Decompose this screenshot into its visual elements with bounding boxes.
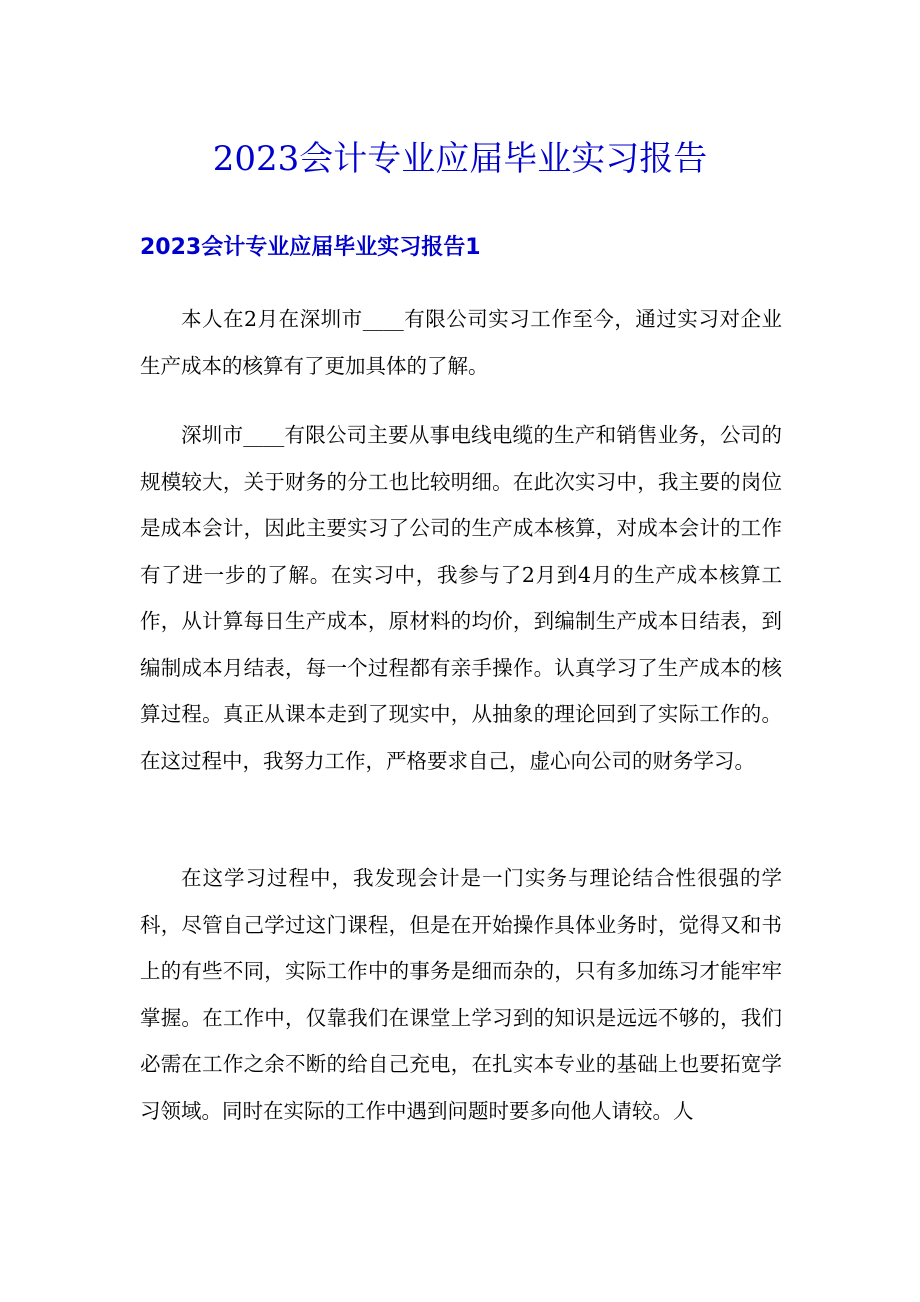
body-paragraph: 本人在2月在深圳市____有限公司实习工作至今，通过实习对企业生产成本的核算有了更加具体的了解。 — [140, 307, 782, 378]
section-heading: 2023会计专业应届毕业实习报告1 — [140, 235, 481, 260]
body-paragraph: 深圳市____有限公司主要从事电线电缆的生产和销售业务，公司的规模较大，关于财务的分工也比较明细。在此次实习中，我主要的岗位是成本会计，因此主要实习了公司的生产成本核算，对成本会计的工作有了进一步的了解。在实习中，我参与了2月到4月的生产成本核算工作，从计算每日生产成本，原材料的均价，到编制生产成本日结表，到编制成本月结表，每一个过程都有亲手操作。认真学习了生产成本的核算过程。真正从课本走到了现实中，从抽象的理论回到了实际工作的。在这过程中，我努力工作，严格要求自己，虚心向公司的财务学习。 — [140, 423, 782, 773]
body-paragraph: 在这学习过程中，我发现会计是一门实务与理论结合性很强的学科，尽管自己学过这门课程，但是在开始操作具体业务时，觉得又和书上的有些不同，实际工作中的事务是细而杂的，只有多加练习才能牢牢掌握。在工作中，仅靠我们在课堂上学习到的知识是远远不够的，我们必需在工作之余不断的给自己充电，在扎实本专业的基础上也要拓宽学习领域。同时在实际的工作中遇到问题时要多向他人请较。人 — [140, 866, 782, 1123]
document-title: 2023会计专业应届毕业实习报告 — [212, 139, 708, 179]
